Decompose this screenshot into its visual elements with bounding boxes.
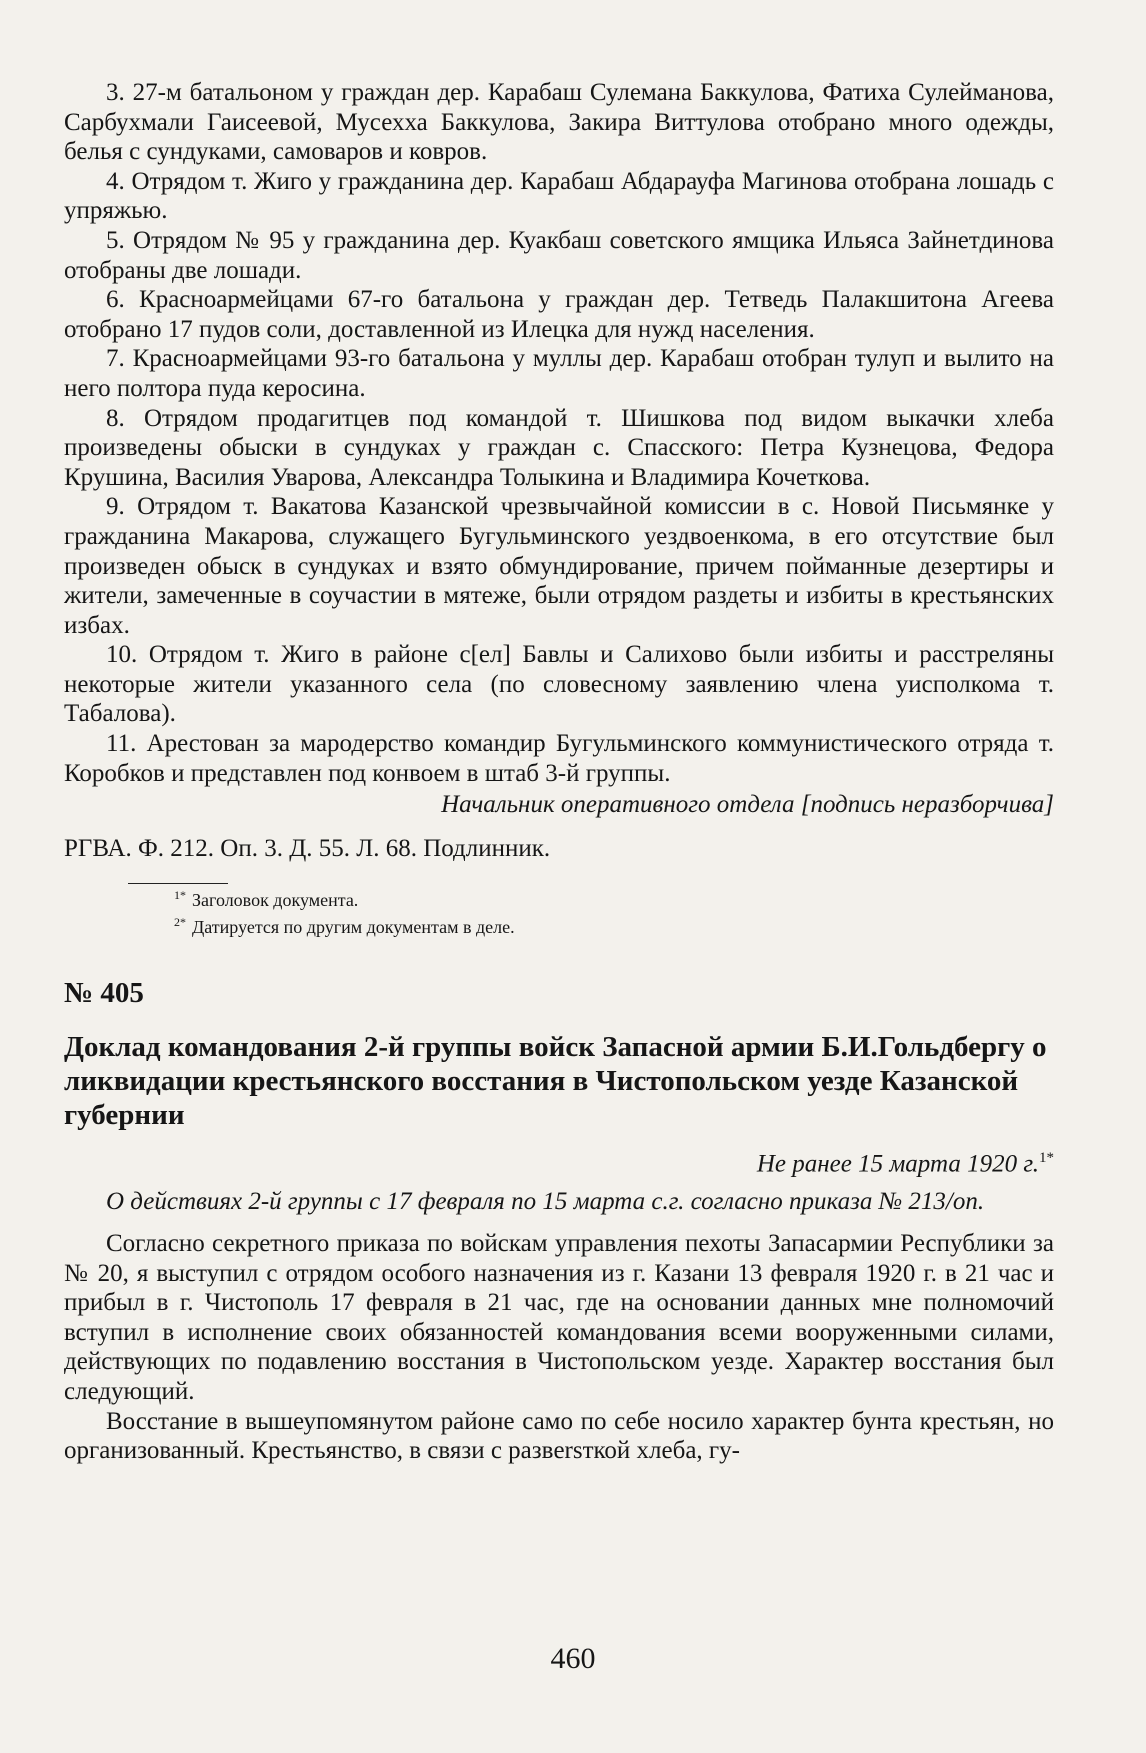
document-title: Доклад командования 2-й группы войск Запасной армии Б.И.Гольдбергу о ликвидации крестьянского восстания в Чистопольском уезде Казанской губернии — [64, 1031, 1047, 1132]
list-item: 7. Красноармейцами 93-го батальона у муллы дер. Карабаш отобран тулуп и вылито на него полтора пуда керосина. — [64, 345, 1054, 402]
list-item: 4. Отрядом т. Жиго у гражданина дер. Карабаш Абдарауфа Магинова отобрана лошадь с упряжью. — [64, 167, 1054, 225]
list-item: 8. Отрядом продагитцев под командой т. Шишкова под видом выкачки хлеба произведены обыски в сундуках у граждан с. Спасского: Петра Кузнецова, Федора Крушина, Василия Уварова, Александра Толыкина и Владимира Кочеткова. — [64, 404, 1054, 491]
page-number: 460 — [550, 1642, 596, 1675]
list-item: 9. Отрядом т. Вакатова Казанской чрезвычайной комиссии в с. Новой Письмянке у гражданина Макарова, служащего Бугульминского уездвоенкома, в его отсутствие был произведен обыск в сундуках и взято обмундирование, причем пойманные дезертиры и жители, замеченные в соучастии в мятеже, были отрядом раздеты и избиты в крестьянских избах. — [64, 493, 1054, 639]
document-subject-note: О действиях 2-й группы с 17 февраля по 15 марта с.г. согласно приказа № 213/оп. — [106, 1188, 985, 1216]
list-item: 3. 27-м батальоном у граждан дер. Карабаш Сулемана Баккулова, Фатиха Сулейманова, Сарбухмали Гаисеевой, Мусехха Баккулова, Закира Виттулова отобрано много одежды, белья с сундуками, самоваров и ковров. — [64, 79, 1054, 166]
date-footnote-mark: 1* — [1039, 1150, 1054, 1167]
list-item: 5. Отрядом № 95 у гражданина дер. Куакбаш советского ямщика Ильяса Зайнетдинова отобраны две лошади. — [64, 226, 1054, 284]
text-column — [64, 78, 1054, 1466]
footnote: $^{1*}$ Заголовок документа. — [174, 888, 359, 911]
document-number: № 405 — [64, 977, 144, 1010]
archive-reference: РГВА. Ф. 212. Оп. 3. Д. 55. Л. 68. Подлинник. — [64, 834, 551, 862]
signature-line: Начальник оперативного отдела [подпись неразборчива] — [441, 791, 1054, 819]
document-date: Не ранее 15 марта 1920 г.$^{1*}$ — [756, 1150, 1054, 1178]
list-item: 11. Арестован за мародерство командир Бугульминского коммунистического отряда т. Коробков и представлен под конвоем в штаб 3-й группы. — [64, 730, 1054, 787]
body-paragraph: Согласно секретного приказа по войскам управления пехоты Запасармии Республики за № 20, я выступил с отрядом особого назначения из г. Казани 13 февраля 1920 г. в 21 час и прибыл в г. Чистополь 17 февраля в 21 час, где на основании данных мне полномочий вступил в исполнение своих обязанностей командования всеми вооруженными силами, действующих по подавлению восстания в Чистопольском уезде. Характер восстания был следующий. — [64, 1229, 1054, 1405]
list-item: 6. Красноармейцами 67-го батальона у граждан дер. Тетведь Палакшитона Агеева отобрано 17 пудов соли, доставленной из Илецка для нужд населения. — [64, 286, 1054, 343]
list-item: 10. Отрядом т. Жиго в районе с[ел] Бавлы и Салихово были избиты и расстреляны некоторые жители указанного села (по словесному заявлению члена уисполкома т. Табалова). — [64, 641, 1054, 728]
footnote: $^{2*}$ Датируется по другим документам в деле. — [174, 915, 515, 938]
body-paragraph: Восстание в вышеупомянутом районе само по себе носило характер бунта крестьян, но организованный. Крестьянство, в связи с развersткой хлеба, гу- — [64, 1407, 1054, 1465]
